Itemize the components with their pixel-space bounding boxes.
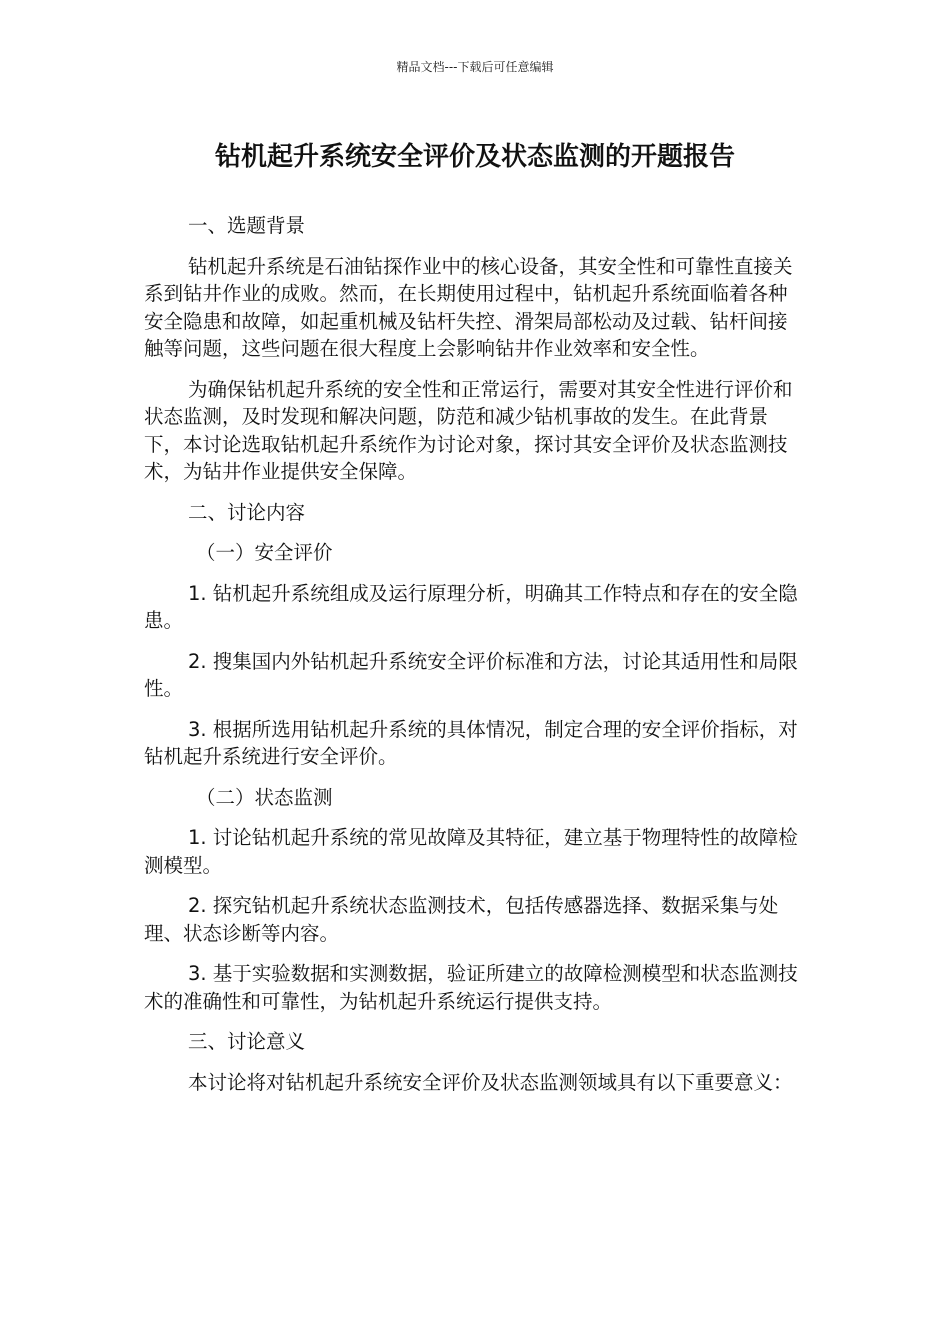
list-item-monitoring-3: 3. 基于实验数据和实测数据，验证所建立的故障检测模型和状态监测技术的准确性和可靠性，为钻机起升系统运行提供支持。: [144, 962, 798, 1013]
subsection-heading-monitoring: （二）状态监测: [196, 785, 333, 809]
paragraph-background-1: 钻机起升系统是石油钻探作业中的核心设备，其安全性和可靠性直接关系到钻井作业的成败。然而，在长期使用过程中，钻机起升系统面临着各种安全隐患和故障，如起重机械及钻杆失控、滑架局部松动及过载、钻杆间接触等问题，这些问题在很大程度上会影响钻井作业效率和安全性。: [144, 254, 793, 360]
header-note: 精品文档---下载后可任意编辑: [396, 60, 554, 74]
section-heading-content: 二、讨论内容: [188, 500, 306, 524]
document-body: [144, 212, 806, 1109]
list-item-monitoring-2: 2. 探究钻机起升系统状态监测技术，包括传感器选择、数据采集与处理、状态诊断等内容。: [144, 894, 779, 945]
list-item-monitoring-1: 1. 讨论钻机起升系统的常见故障及其特征，建立基于物理特性的故障检测模型。: [144, 826, 798, 877]
document-title: 钻机起升系统安全评价及状态监测的开题报告: [214, 142, 735, 172]
list-item-safety-1: 1. 钻机起升系统组成及运行原理分析，明确其工作特点和存在的安全隐患。: [144, 581, 798, 632]
subsection-heading-safety: （一）安全评价: [196, 541, 333, 564]
list-item-safety-2: 2. 搜集国内外钻机起升系统安全评价标准和方法，讨论其适用性和局限性。: [144, 649, 798, 700]
section-heading-background: 一、选题背景: [188, 214, 306, 237]
section-heading-significance: 三、讨论意义: [188, 1030, 306, 1053]
list-item-safety-3: 3. 根据所选用钻机起升系统的具体情况，制定合理的安全评价指标，对钻机起升系统进行安全评价。: [144, 717, 798, 768]
paragraph-significance: 本讨论将对钻机起升系统安全评价及状态监测领域具有以下重要意义：: [188, 1070, 793, 1094]
paragraph-background-2: 为确保钻机起升系统的安全性和正常运行，需要对其安全性进行评价和状态监测，及时发现和解决问题，防范和减少钻机事故的发生。在此背景下，本讨论选取钻机起升系统作为讨论对象，探讨其安全评价及状态监测技术，为钻井作业提供安全保障。: [144, 377, 793, 483]
